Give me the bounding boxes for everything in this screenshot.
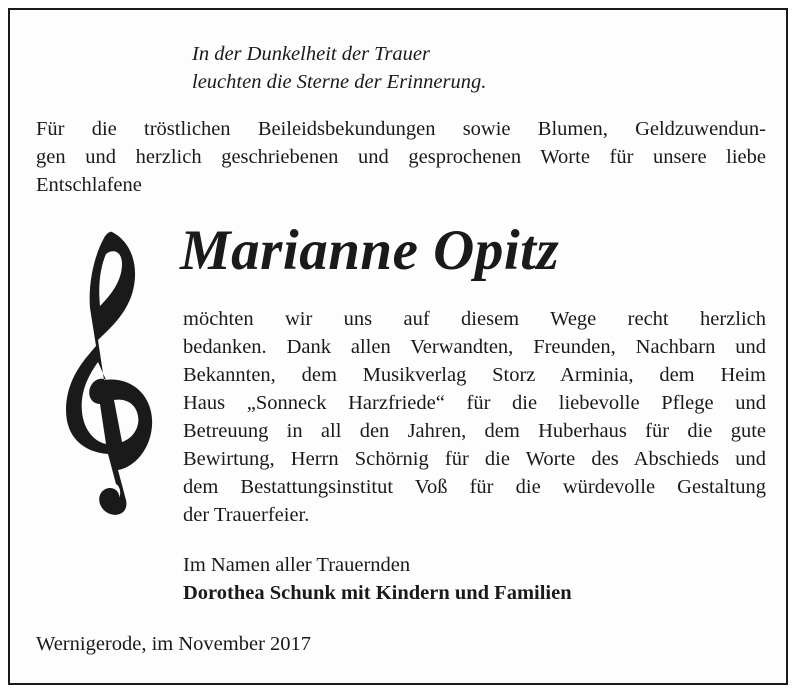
treble-clef-icon bbox=[60, 228, 156, 518]
thanks-line-1: möchten wir uns auf diesem Wege recht herzlich bbox=[183, 308, 766, 330]
thanks-line-7: dem Bestattungsinstitut Voß für die würdevolle Gestaltung bbox=[183, 476, 766, 498]
signoff bbox=[183, 551, 766, 607]
motto-line-1: In der Dunkelheit der Trauer bbox=[192, 43, 430, 65]
thanks-line-3: Bekannten, dem Musikverlag Storz Arminia, dem Heim bbox=[183, 364, 766, 386]
signoff-intro: Im Namen aller Trauernden bbox=[183, 554, 411, 576]
thanks-line-2: bedanken. Dank allen Verwandten, Freunden, Nachbarn und bbox=[183, 336, 766, 358]
place-date: Wernigerode, im November 2017 bbox=[36, 633, 312, 655]
intro-paragraph bbox=[36, 115, 766, 199]
thanks-line-5: Betreuung in all den Jahren, dem Huberhaus für die gute bbox=[183, 420, 766, 442]
motto bbox=[192, 40, 752, 96]
deceased-name: Marianne Opitz bbox=[180, 219, 560, 282]
intro-line-2: gen und herzlich geschriebenen und gesprochenen Worte für unsere liebe bbox=[36, 146, 766, 168]
thanks-paragraph bbox=[183, 305, 766, 529]
motto-line-2: leuchten die Sterne der Erinnerung. bbox=[192, 71, 487, 93]
thanks-line-4: Haus „Sonneck Harzfriede“ für die liebevolle Pflege und bbox=[183, 392, 766, 414]
intro-line-3: Entschlafene bbox=[36, 174, 142, 196]
intro-line-1: Für die tröstlichen Beileidsbekundungen sowie Blumen, Geldzuwendun- bbox=[36, 118, 766, 140]
signoff-names: Dorothea Schunk mit Kindern und Familien bbox=[183, 582, 572, 604]
thanks-line-6: Bewirtung, Herrn Schörnig für die Worte des Abschieds und bbox=[183, 448, 766, 470]
thanks-line-8: der Trauerfeier. bbox=[183, 504, 310, 526]
